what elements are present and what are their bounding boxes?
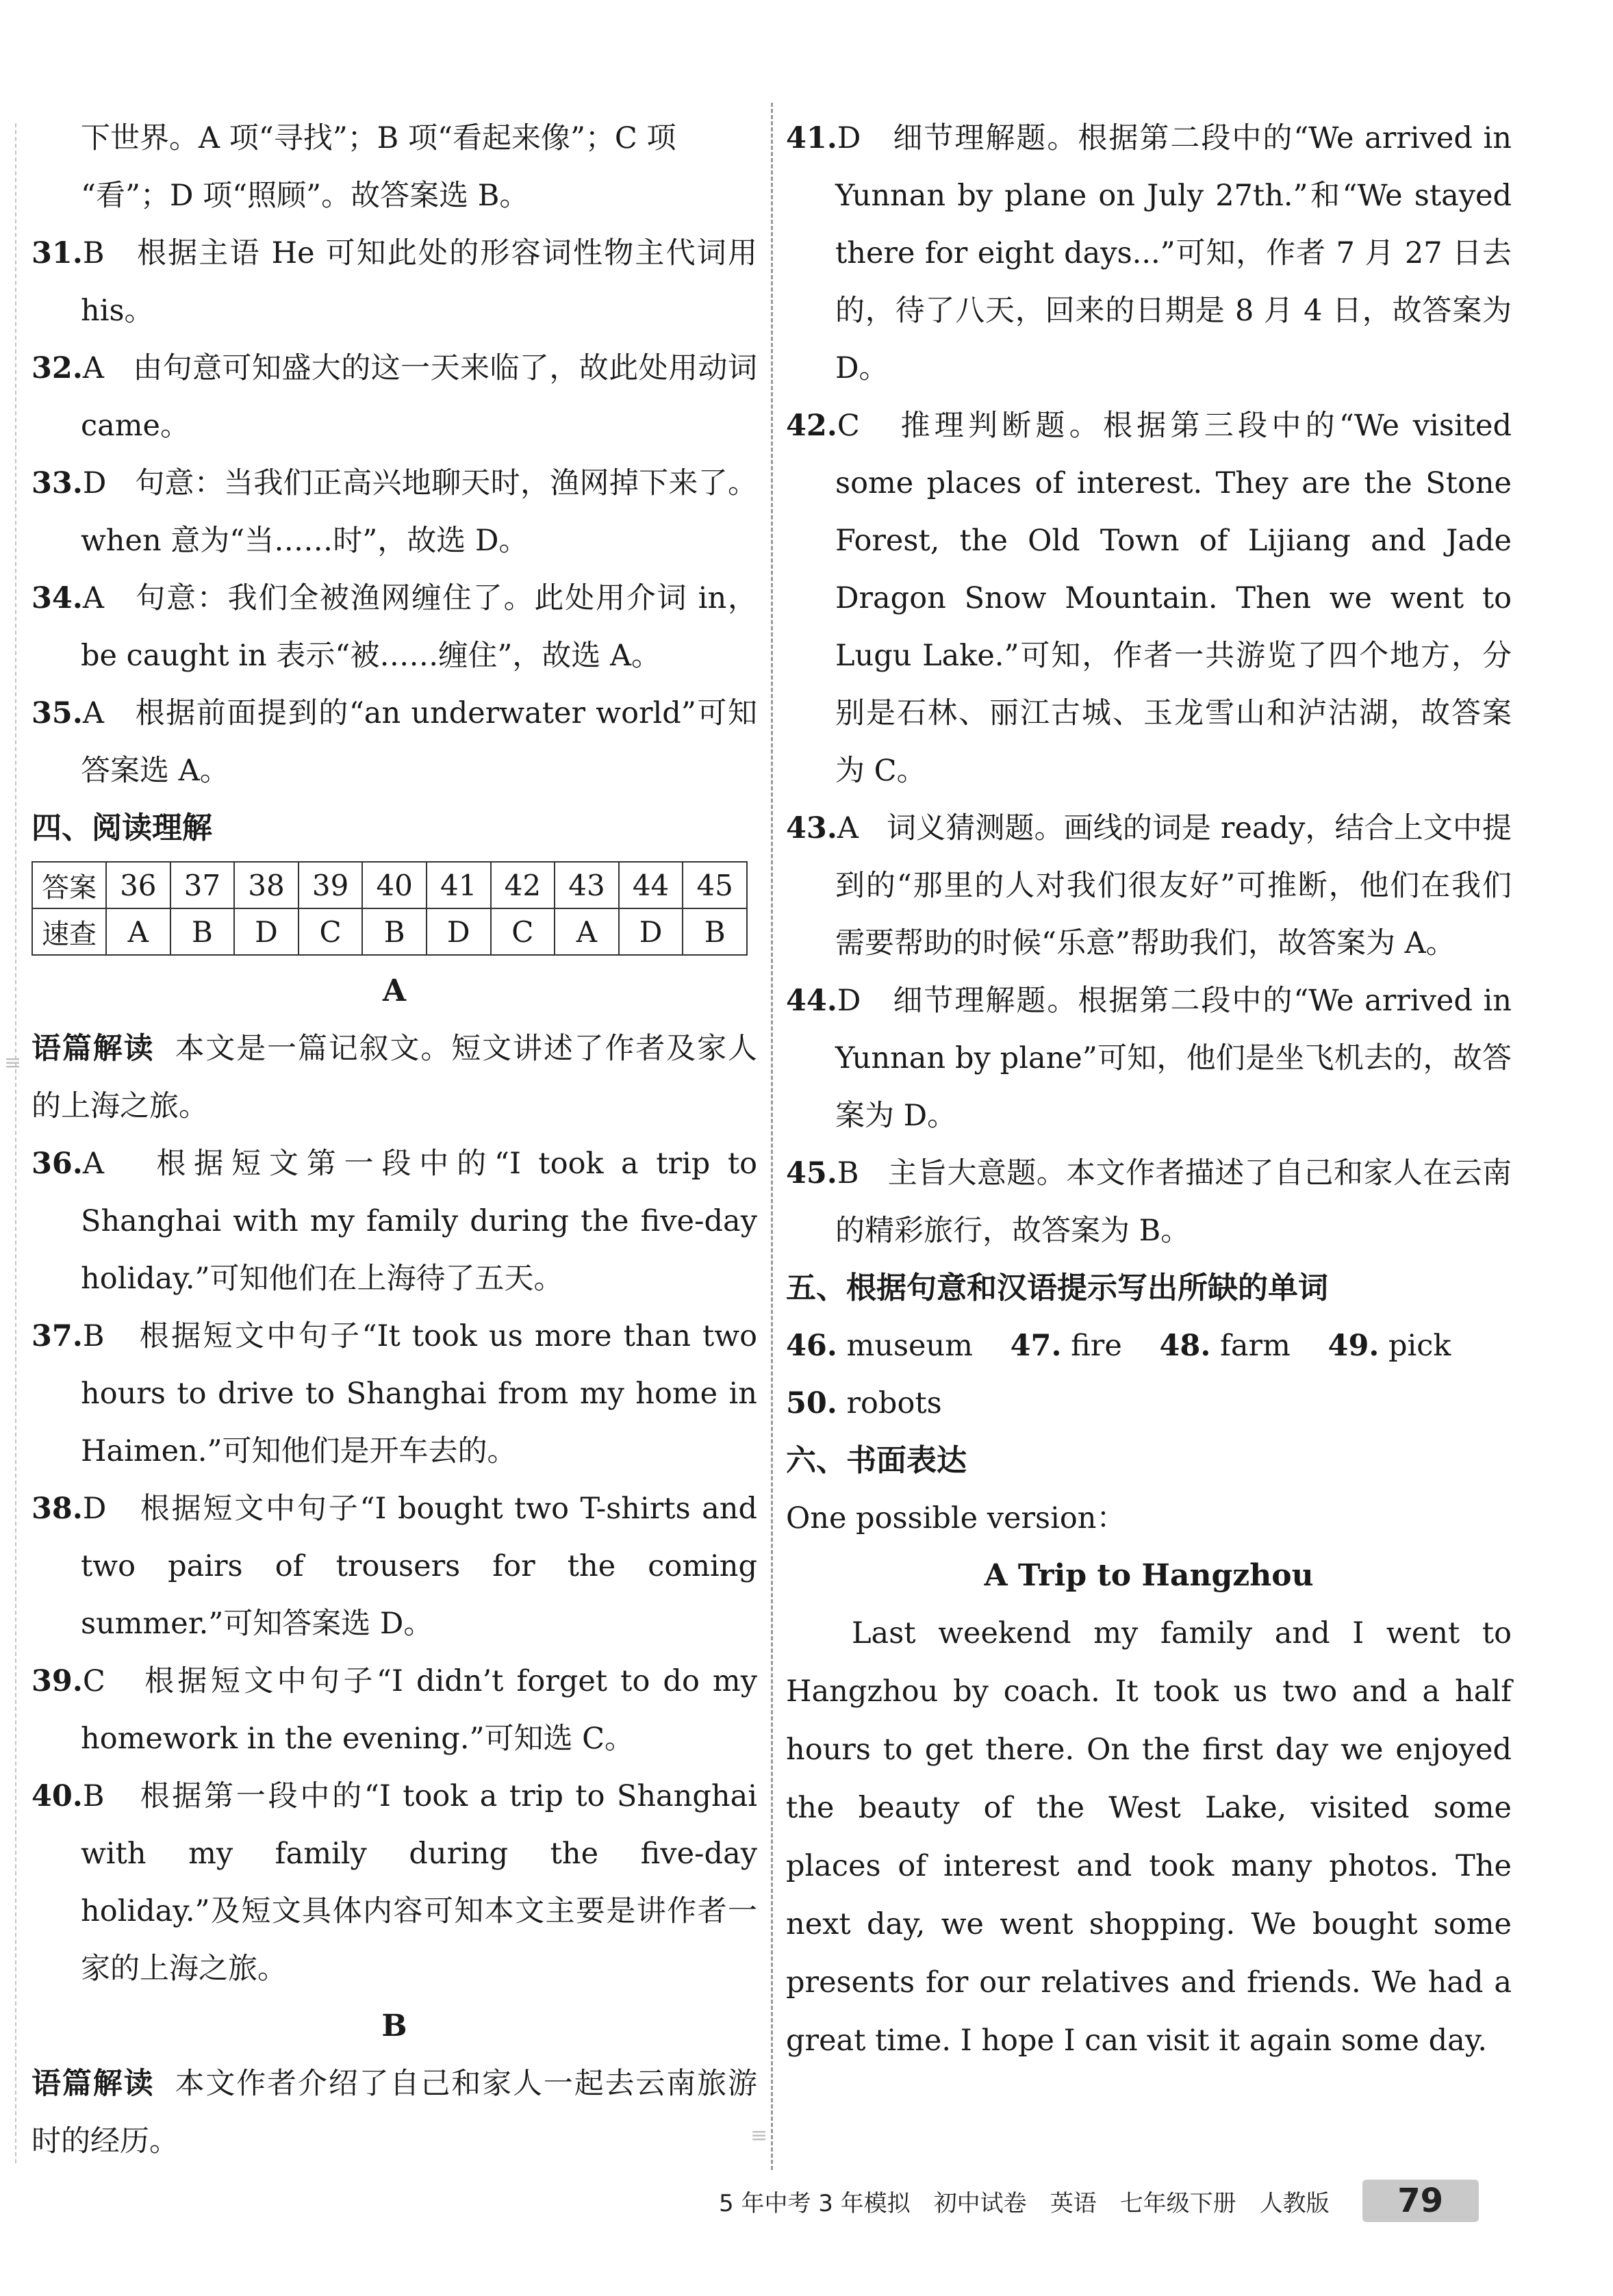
item-explanation: 细节理解题。根据第二段中的“We arrived in Yunnan by plane”可知，他们是坐飞机去的，故答案为 D。 — [835, 984, 1512, 1133]
answer-item-39 — [31, 1653, 757, 1768]
item-answer: B — [82, 1779, 105, 1813]
left-column — [31, 110, 757, 2170]
word-answer: pick — [1388, 1329, 1451, 1363]
item-answer: D — [837, 121, 861, 155]
section-4-title: 四、阅读理解 — [31, 811, 212, 845]
item-explanation: 根据短文中句子“It took us more than two hours to drive to Shanghai from my home in Haimen.”可知他们是开车去的。 — [81, 1319, 757, 1468]
answer-item-42 — [786, 397, 1512, 800]
item-explanation: 根据第一段中的“I took a trip to Shanghai with my family during the five-day holiday.”及短文具体内容可知本文主要是讲作者一家的上海之旅。 — [81, 1779, 757, 1986]
answer-item-33 — [31, 455, 757, 570]
summary-tag: 语篇解读 — [31, 2067, 155, 2101]
essay-body: Last weekend my family and I went to Hangzhou by coach. It took us two and a half hours to get there. On the first day we enjoyed the beauty of the West Lake, visited some places of interest and took many photos. The next day, we went shopping. We bought some presents for our relatives and friends. We had a great time. I hope I can visit it again some day. — [786, 1616, 1512, 2058]
item-number: 43. — [786, 811, 837, 845]
table-cell: 40 — [362, 862, 427, 908]
table-cell: A — [555, 908, 619, 955]
item-number: 31. — [31, 236, 83, 270]
table-cell: D — [619, 908, 683, 955]
table-cell: B — [683, 908, 747, 955]
item-number: 39. — [31, 1664, 83, 1698]
item-answer: C — [82, 1664, 105, 1698]
answer-item-31 — [31, 225, 757, 340]
item-explanation: 句意：我们全被渔网缠住了。此处用介词 in，be caught in 表示“被……缠住”，故选 A。 — [81, 581, 757, 673]
item-answer: B — [837, 1156, 859, 1190]
table-cell: B — [170, 908, 235, 955]
word-answer: fire — [1071, 1329, 1122, 1363]
item-answer: A — [82, 1147, 104, 1181]
passage-a-heading: A — [382, 973, 407, 1008]
answer-item-37 — [31, 1308, 757, 1480]
answer-item-35 — [31, 685, 757, 800]
item-explanation: 句意：当我们正高兴地聊天时，渔网掉下来了。when 意为“当……时”，故选 D。 — [81, 466, 758, 558]
item-answer: A — [82, 581, 104, 615]
table-cell: 39 — [299, 862, 363, 908]
item-number: 36. — [31, 1147, 83, 1181]
answer-item-41 — [786, 110, 1512, 397]
table-cell: B — [362, 908, 427, 955]
word-answer: farm — [1219, 1329, 1291, 1363]
item-explanation: 词义猜测题。画线的词是 ready，结合上文中提到的“那里的人对我们很友好”可推断，他们在我们需要帮助的时候“乐意”帮助我们，故答案为 A。 — [835, 811, 1512, 960]
version-label: One possible version： — [786, 1501, 1126, 1535]
item-answer: A — [82, 351, 104, 385]
table-label: 答案 — [32, 862, 106, 908]
section-5-title: 五、根据句意和汉语提示写出所缺的单词 — [786, 1271, 1328, 1305]
table-cell: 44 — [619, 862, 683, 908]
item-answer: C — [837, 409, 860, 443]
page-number: 79 — [1362, 2180, 1479, 2222]
item-number: 42. — [786, 409, 837, 443]
summary-text: 本文作者介绍了自己和家人一起去云南旅游时的经历。 — [31, 2067, 758, 2158]
table-cell: 42 — [491, 862, 555, 908]
item-answer: B — [82, 236, 105, 270]
table-cell: D — [234, 908, 299, 955]
carry-over-line-1: 下世界。A 项“寻找”；B 项“看起来像”；C 项 — [81, 121, 676, 155]
answer-quick-check-table — [31, 861, 748, 956]
word-number: 49. — [1328, 1329, 1380, 1363]
item-number: 45. — [786, 1156, 837, 1190]
footer-edition: 人教版 — [1259, 2189, 1330, 2217]
binding-rule — [15, 123, 16, 2163]
footer-subject: 英语 — [1050, 2189, 1097, 2217]
scan-mark-icon: ≡ — [4, 1051, 22, 1075]
word-answers-line-2 — [786, 1375, 1512, 1432]
item-number: 38. — [31, 1492, 83, 1526]
item-answer: B — [82, 1319, 105, 1353]
passage-b-summary — [31, 2055, 757, 2170]
table-cell: 41 — [427, 862, 491, 908]
item-number: 40. — [31, 1779, 83, 1813]
table-cell: 38 — [234, 862, 299, 908]
passage-a-summary — [31, 1020, 757, 1135]
table-cell: 36 — [106, 862, 170, 908]
item-answer: D — [82, 466, 107, 500]
table-cell: 45 — [683, 862, 747, 908]
answer-item-43 — [786, 800, 1512, 972]
item-number: 44. — [786, 984, 837, 1018]
summary-text: 本文是一篇记叙文。短文讲述了作者及家人的上海之旅。 — [31, 1032, 758, 1123]
item-number: 41. — [786, 121, 837, 155]
item-explanation: 根据短文中句子“I bought two T-shirts and two pairs of trousers for the coming summer.”可知答案选 D。 — [81, 1492, 757, 1641]
answer-item-44 — [786, 972, 1512, 1145]
word-number: 47. — [1010, 1329, 1062, 1363]
table-row — [32, 862, 747, 908]
word-answer: museum — [846, 1329, 973, 1363]
answer-item-40 — [31, 1768, 757, 1998]
item-number: 32. — [31, 351, 83, 385]
table-cell: 43 — [555, 862, 619, 908]
table-row — [32, 908, 747, 955]
item-answer: A — [82, 696, 104, 730]
item-explanation: 细节理解题。根据第二段中的“We arrived in Yunnan by plane on July 27th.”和“We stayed there for eight days...”可知，作者 7 月 27 日去的，待了八天，回来的日期是 8 月 4 日，故答案为 D。 — [835, 121, 1512, 385]
table-cell: 37 — [170, 862, 235, 908]
item-number: 37. — [31, 1319, 83, 1353]
answer-item-36 — [31, 1135, 757, 1308]
passage-b-heading: B — [381, 2008, 407, 2043]
item-explanation: 根据短文中句子“I didn’t forget to do my homework in the evening.”可知选 C。 — [81, 1664, 757, 1756]
item-number: 35. — [31, 696, 83, 730]
table-label: 速查 — [32, 908, 106, 955]
table-cell: C — [491, 908, 555, 955]
table-cell: D — [427, 908, 491, 955]
section-6-title: 六、书面表达 — [786, 1443, 967, 1478]
table-cell: A — [106, 908, 170, 955]
item-explanation: 根据短文第一段中的“I took a trip to Shanghai with my family during the five-day holiday.”可知他们在上海待了五天。 — [81, 1147, 757, 1296]
answer-item-34 — [31, 570, 757, 685]
word-answers-line-1 — [786, 1317, 1512, 1375]
item-explanation: 根据前面提到的“an underwater world”可知答案选 A。 — [81, 696, 757, 788]
answer-item-32 — [31, 340, 757, 455]
footer-grade: 七年级下册 — [1119, 2189, 1236, 2217]
item-explanation: 根据主语 He 可知此处的形容词性物主代词用 his。 — [81, 236, 757, 328]
summary-tag: 语篇解读 — [31, 1032, 155, 1066]
right-column — [786, 110, 1512, 2070]
column-divider — [771, 103, 773, 2170]
table-cell: C — [299, 908, 363, 955]
page-footer — [719, 2177, 1513, 2225]
answer-item-45 — [786, 1145, 1512, 1260]
item-answer: D — [82, 1492, 107, 1526]
item-answer: D — [837, 984, 861, 1018]
item-answer: A — [837, 811, 859, 845]
scan-mark-icon: ≡ — [750, 2123, 768, 2147]
item-explanation: 推理判断题。根据第三段中的“We visited some places of interest. They are the Stone Forest, the Old Town of Lijiang and Jade Dragon Snow Mountain. Then we went to Lugu Lake.”可知，作者一共游览了四个地方，分别是石林、丽江古城、玉龙雪山和泸沽湖，故答案为 C。 — [835, 409, 1512, 788]
carry-over-line-2: “看”；D 项“照顾”。故答案选 B。 — [81, 179, 529, 213]
word-number: 46. — [786, 1329, 837, 1363]
item-explanation: 主旨大意题。本文作者描述了自己和家人在云南的精彩旅行，故答案为 B。 — [835, 1156, 1512, 1248]
word-answer: robots — [846, 1386, 942, 1420]
answer-item-38 — [31, 1480, 757, 1653]
footer-type: 初中试卷 — [933, 2189, 1027, 2217]
essay-title: A Trip to Hangzhou — [984, 1558, 1314, 1593]
footer-series: 5 年中考 3 年模拟 — [719, 2189, 911, 2217]
item-explanation: 由句意可知盛大的这一天来临了，故此处用动词 came。 — [81, 351, 757, 443]
word-number: 48. — [1159, 1329, 1211, 1363]
word-number: 50. — [786, 1386, 837, 1420]
item-number: 33. — [31, 466, 83, 500]
item-number: 34. — [31, 581, 83, 615]
